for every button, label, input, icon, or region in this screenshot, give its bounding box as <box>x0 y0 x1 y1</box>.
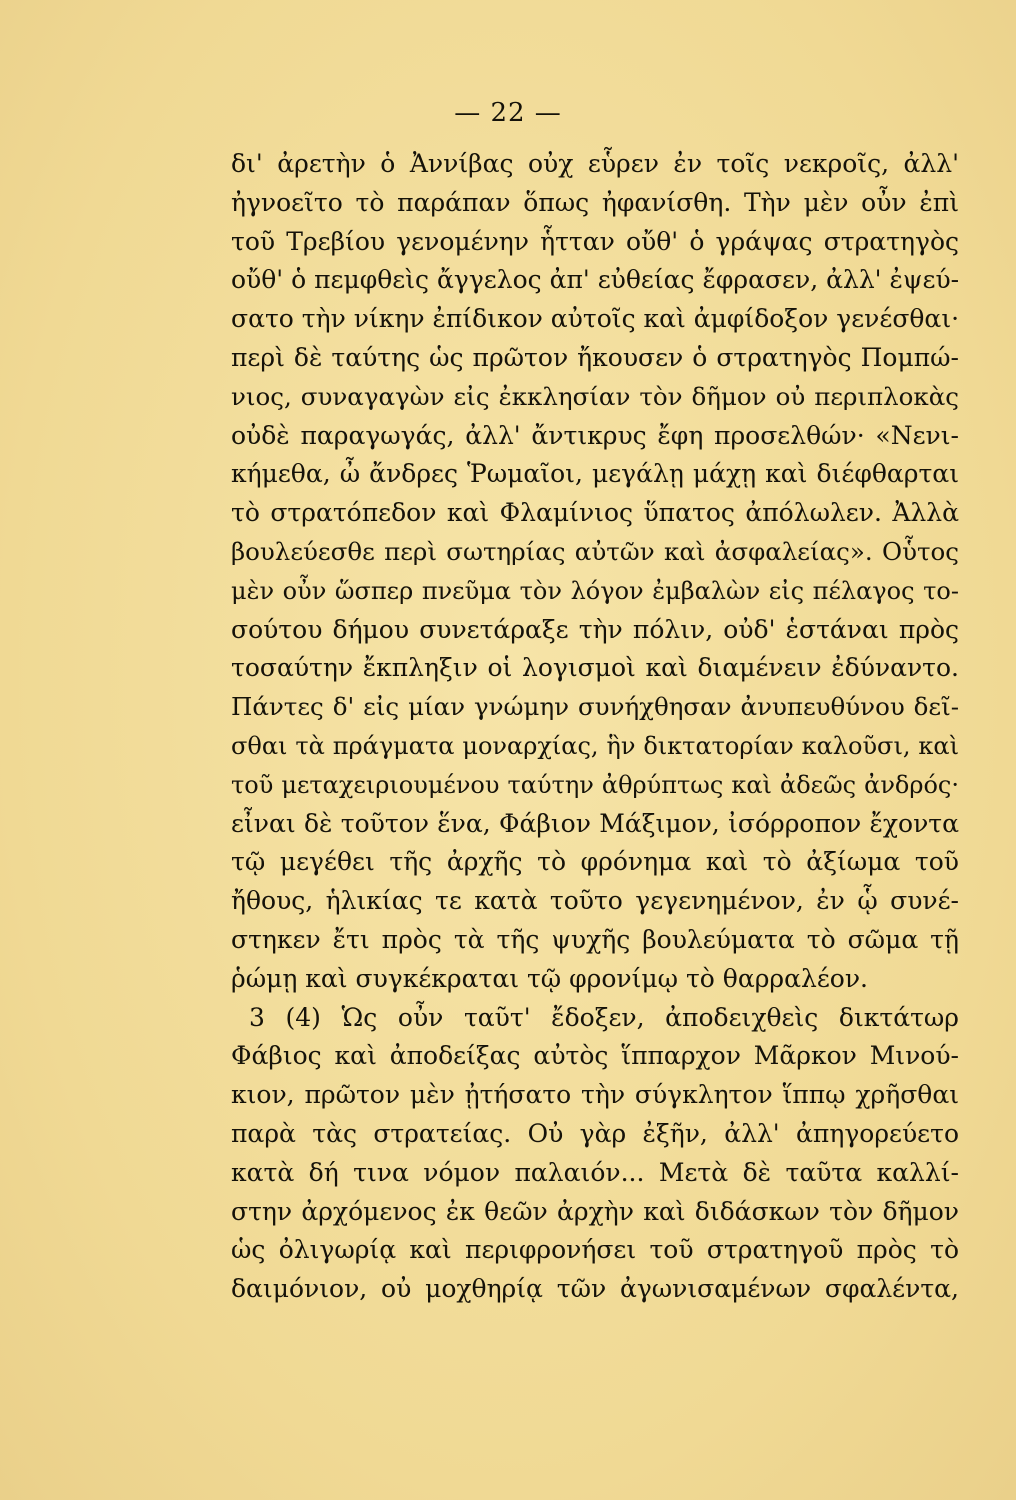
text-line: μὲν οὖν ὥσπερ πνεῦμα τὸν λόγον ἐμβαλὼν εἰς πέλαγος το- <box>231 576 959 605</box>
page-number: — 22 — <box>454 98 562 128</box>
text-line: τοῦ Τρεβίου γενομένην ἧτταν οὔθ' ὁ γράψας στρατηγὸς <box>231 226 959 256</box>
text-line: σούτου δήμου συνετάραξε τὴν πόλιν, οὐδ' ἑστάναι πρὸς <box>231 614 959 644</box>
text-line: στηκεν ἔτι πρὸς τὰ τῆς ψυχῆς βουλεύματα τὸ σῶμα τῇ <box>231 924 959 954</box>
text-line: στην ἀρχόμενος ἐκ θεῶν ἀρχὴν καὶ διδάσκων τὸν δῆμον <box>231 1196 959 1226</box>
text-line: ἠγνοεῖτο τὸ παράπαν ὅπως ἠφανίσθη. Τὴν μὲν οὖν ἐπὶ <box>231 187 959 217</box>
text-line: ῥώμῃ καὶ συγκέκραται τῷ φρονίμῳ τὸ θαρραλέον. <box>231 963 868 993</box>
text-line: περὶ δὲ ταύτης ὡς πρῶτον ἤκουσεν ὁ στρατηγὸς Πομπώ- <box>231 342 959 372</box>
text-line: τῷ μεγέθει τῆς ἀρχῆς τὸ φρόνημα καὶ τὸ ἀξίωμα τοῦ <box>231 847 959 877</box>
text-line: κήμεθα, ὦ ἄνδρες Ῥωμαῖοι, μεγάλῃ μάχῃ καὶ διέφθαρται <box>231 459 959 489</box>
text-line: οὔθ' ὁ πεμφθεὶς ἄγγελος ἀπ' εὐθείας ἔφρασεν, ἀλλ' ἐψεύ- <box>231 265 960 295</box>
text-line: οὐδὲ παραγωγάς, ἀλλ' ἄντικρυς ἔφη προσελθών· «Νενι- <box>231 420 959 450</box>
text-line: σθαι τὰ πράγματα μοναρχίας, ἣν δικτατορίαν καλοῦσι, καὶ <box>231 731 959 760</box>
text-line: κατὰ δή τινα νόμον παλαιόν... Μετὰ δὲ ταῦτα καλλί- <box>231 1157 959 1187</box>
text-line: παρὰ τὰς στρατείας. Οὐ γὰρ ἐξῆν, ἀλλ' ἀπηγορεύετο <box>231 1118 959 1148</box>
text-line: δι' ἀρετὴν ὁ Ἀννίβας οὐχ εὗρεν ἐν τοῖς νεκροῖς, ἀλλ' <box>231 149 959 178</box>
text-line: ὡς ὀλιγωρίᾳ καὶ περιφρονήσει τοῦ στρατηγοῦ πρὸς τὸ <box>231 1235 959 1265</box>
text-line: εἶναι δὲ τοῦτον ἕνα, Φάβιον Μάξιμον, ἰσόρροπον ἔχοντα <box>231 808 959 838</box>
text-line: 3 (4) Ὡς οὖν ταῦτ' ἔδοξεν, ἀποδειχθεὶς δικτάτωρ <box>249 1002 959 1032</box>
text-line: βουλεύεσθε περὶ σωτηρίας αὐτῶν καὶ ἀσφαλείας». Οὗτος <box>231 536 959 566</box>
text-line: τὸ στρατόπεδον καὶ Φλαμίνιος ὕπατος ἀπόλωλεν. Ἀλλὰ <box>231 498 959 528</box>
text-line: νιος, συναγαγὼν εἰς ἐκκλησίαν τὸν δῆμον οὐ περιπλοκὰς <box>231 381 959 411</box>
text-line: τοῦ μεταχειριουμένου ταύτην ἀθρύπτως καὶ ἀδεῶς ἀνδρός· <box>231 770 959 799</box>
text-line: ἤθους, ἡλικίας τε κατὰ τοῦτο γεγενημένον, ἐν ᾧ συνέ- <box>231 886 959 916</box>
text-line: δαιμόνιον, οὐ μοχθηρίᾳ τῶν ἀγωνισαμένων σφαλέντα, <box>231 1274 959 1304</box>
text-line: κιον, πρῶτον μὲν ᾐτήσατο τὴν σύγκλητον ἵππῳ χρῆσθαι <box>231 1080 959 1110</box>
text-line: σατο τὴν νίκην ἐπίδικον αὐτοῖς καὶ ἀμφίδοξον γενέσθαι· <box>231 304 960 334</box>
text-line: τοσαύτην ἔκπληξιν οἱ λογισμοὶ καὶ διαμένειν ἐδύναντο. <box>231 653 959 683</box>
text-line: Πάντες δ' εἰς μίαν γνώμην συνήχθησαν ἀνυπευθύνου δεῖ- <box>231 692 959 722</box>
text-body <box>231 145 959 1309</box>
text-line: Φάβιος καὶ ἀποδείξας αὐτὸς ἵππαρχον Μᾶρκον Μινού- <box>231 1041 959 1071</box>
